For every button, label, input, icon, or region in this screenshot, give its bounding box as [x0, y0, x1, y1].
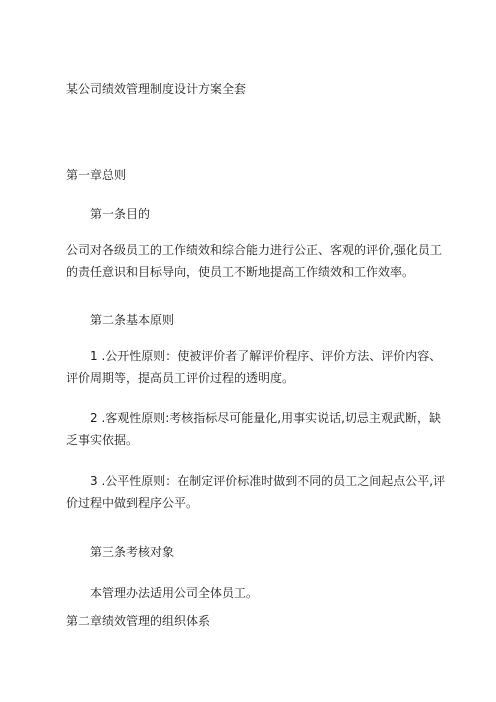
article-2-heading: 第二条基本原则 [90, 313, 175, 327]
document-title: 某公司绩效管理制度设计方案全套 [66, 82, 247, 96]
article-1-body: 公司对各级员工的工作绩效和综合能力进行公正、客观的评价,强化员工的责任意识和目标导向，使员工不断地提高工作绩效和工作效率。 [66, 243, 442, 279]
chapter-2-heading: 第二章绩效管理的组织体系 [66, 614, 211, 628]
article-3-heading: 第三条考核对象 [90, 545, 175, 559]
article-3-body: 本管理办法适用公司全体员工。 [90, 586, 259, 600]
principle-item: 1 .公开性原则：使被评价者了解评价程序、评价方法、评价内容、评价周期等，提高员工评价过程的透明度。 [66, 349, 442, 385]
principle-item: 3 .公平性原则：在制定评价标准时做到不同的员工之间起点公平,评价过程中做到程序公平。 [66, 474, 446, 510]
chapter-1-heading: 第一章总则 [66, 168, 127, 182]
principle-item: 2 .客观性原则:考核指标尽可能量化,用事实说话,切忌主观武断，缺乏事实依据。 [66, 411, 441, 447]
article-1-heading: 第一条目的 [90, 207, 151, 221]
